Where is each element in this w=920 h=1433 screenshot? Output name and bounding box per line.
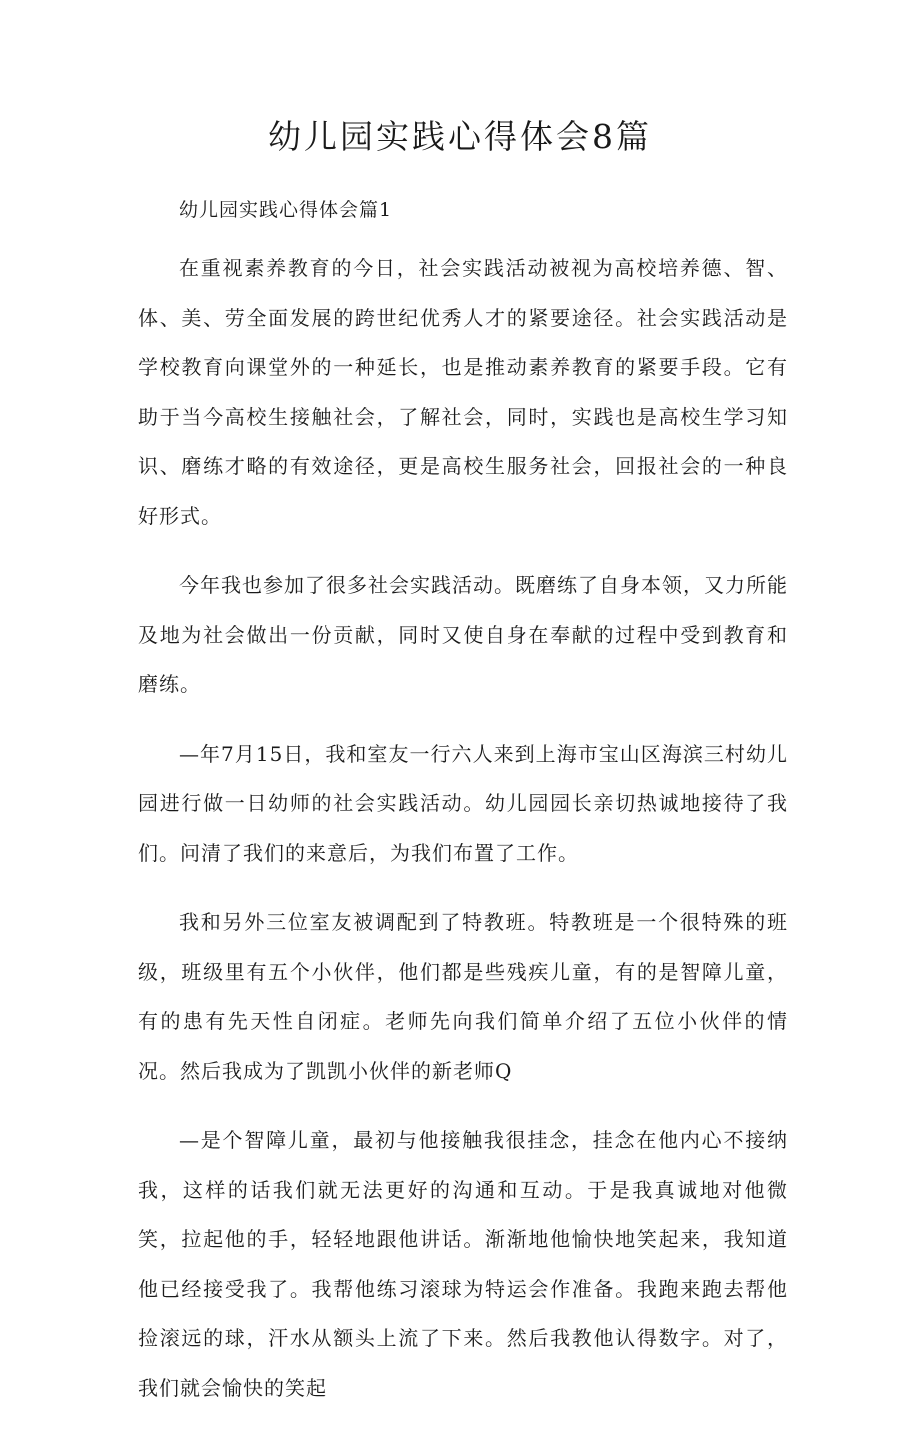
section-heading: 幼儿园实践心得体会篇1 <box>179 199 393 221</box>
document-title: 幼儿园实践心得体会8篇 <box>268 117 652 156</box>
paragraph: 我和另外三位室友被调配到了特教班。特教班是一个很特殊的班级，班级里有五个小伙伴，他们都是些残疾儿童，有的是智障儿童，有的患有先天性自闭症。老师先向我们简单介绍了五位小伙伴的情况。然后我成为了凯凯小伙伴的新老师Q <box>138 910 788 1083</box>
document-body <box>138 196 788 1433</box>
paragraph: —是个智障儿童，最初与他接触我很挂念，挂念在他内心不接纳我，这样的话我们就无法更好的沟通和互动。于是我真诚地对他微笑，拉起他的手，轻轻地跟他讲话。渐渐地他愉快地笑起来，我知道他已经接受我了。我帮他练习滚球为特运会作准备。我跑来跑去帮他捡滚远的球，汗水从额头上流了下来。然后我教他认得数字。对了，我们就会愉快的笑起 <box>138 1128 788 1400</box>
paragraph: 今年我也参加了很多社会实践活动。既磨练了自身本领，又力所能及地为社会做出一份贡献，同时又使自身在奉献的过程中受到教育和磨练。 <box>138 573 788 696</box>
paragraph: 在重视素养教育的今日，社会实践活动被视为高校培养德、智、体、美、劳全面发展的跨世纪优秀人才的紧要途径。社会实践活动是学校教育向课堂外的一种延长，也是推动素养教育的紧要手段。它有助于当今高校生接触社会，了解社会，同时，实践也是高校生学习知识、磨练才略的有效途径，更是高校生服务社会，回报社会的一种良好形式。 <box>138 256 788 528</box>
paragraph: —年7月15日，我和室友一行六人来到上海市宝山区海滨三村幼儿园进行做一日幼师的社会实践活动。幼儿园园长亲切热诚地接待了我们。问清了我们的来意后，为我们布置了工作。 <box>138 741 788 865</box>
